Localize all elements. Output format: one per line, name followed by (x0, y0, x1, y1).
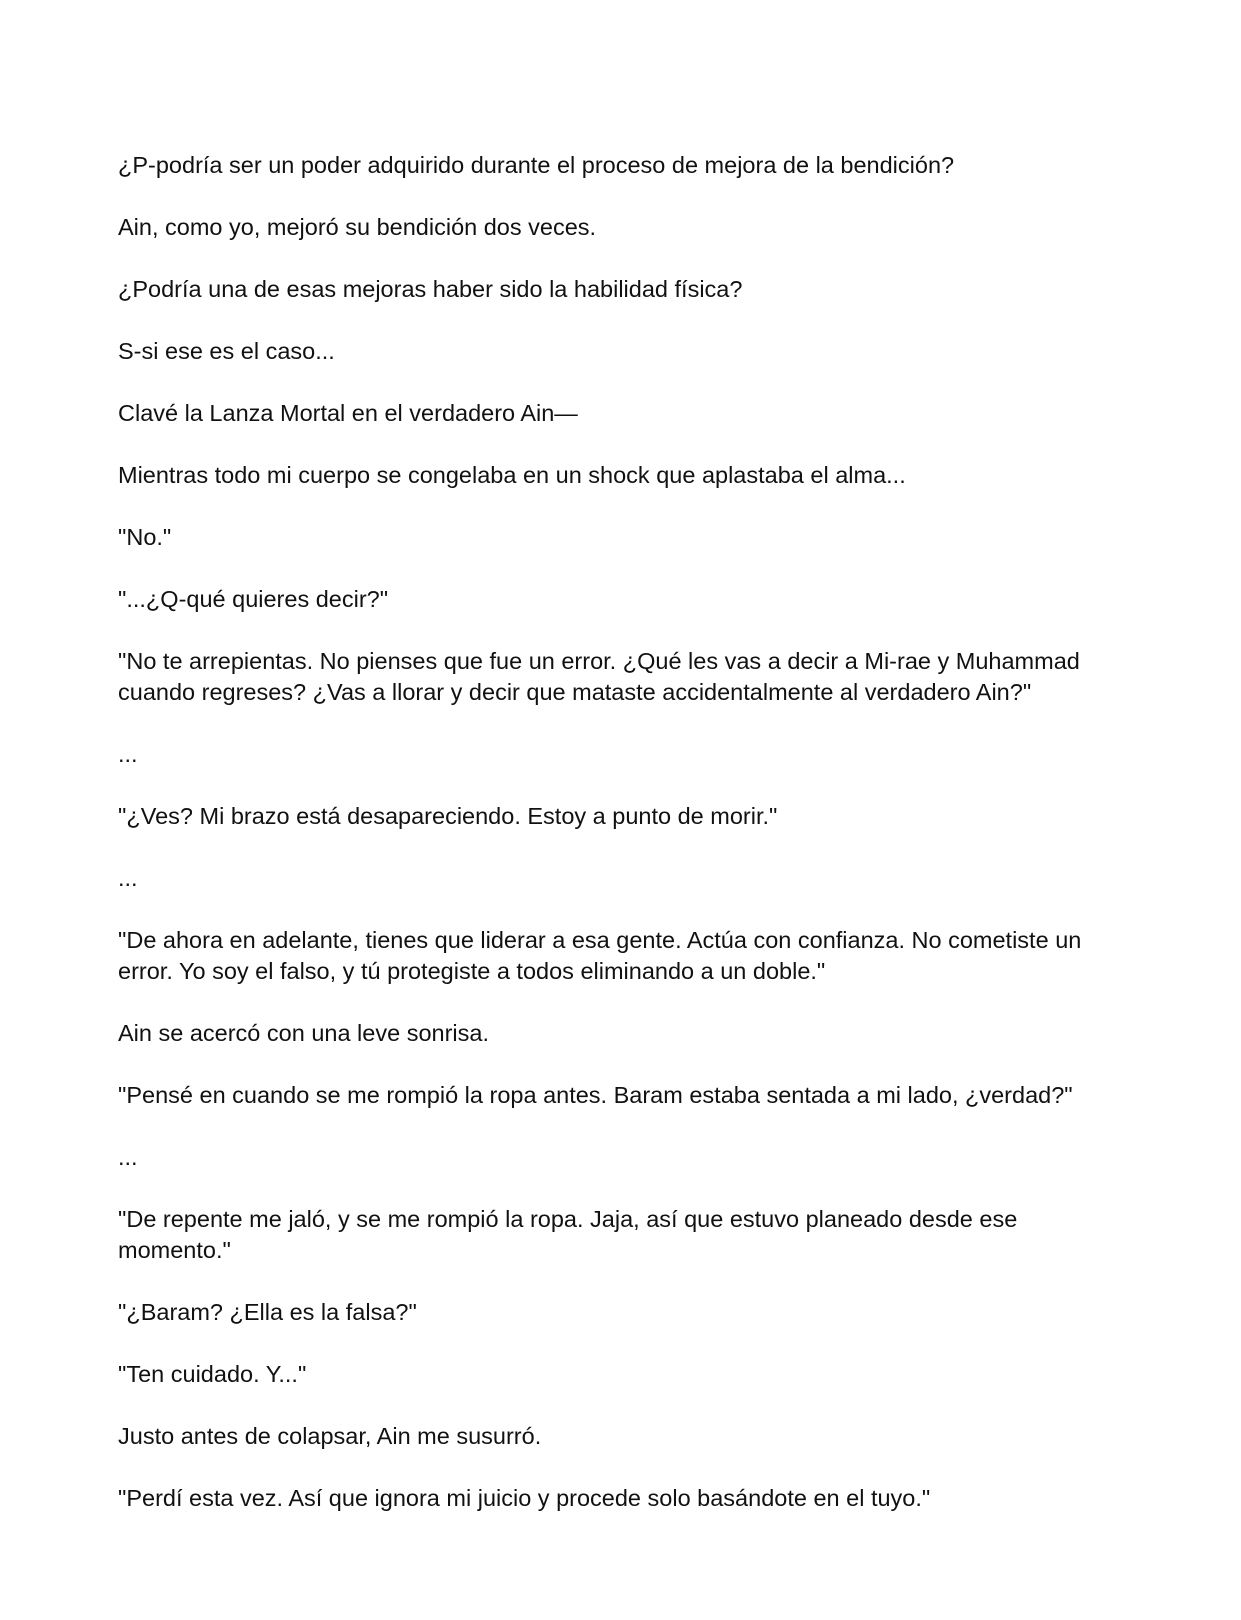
paragraph: "Pensé en cuando se me rompió la ropa antes. Baram estaba sentada a mi lado, ¿verdad?" (118, 1082, 1073, 1108)
paragraph: Ain, como yo, mejoró su bendición dos veces. (118, 214, 597, 240)
paragraph: ... (118, 741, 138, 767)
paragraph: "Perdí esta vez. Así que ignora mi juicio y procede solo basándote en el tuyo." (118, 1485, 931, 1511)
paragraph: ¿Podría una de esas mejoras haber sido la habilidad física? (118, 276, 743, 302)
paragraph: ... (118, 1144, 138, 1170)
paragraph: Mientras todo mi cuerpo se congelaba en un shock que aplastaba el alma... (118, 462, 906, 488)
paragraph: Ain se acercó con una leve sonrisa. (118, 1020, 489, 1046)
paragraph: "De ahora en adelante, tienes que liderar a esa gente. Actúa con confianza. No cometiste un error. Yo soy el falso, y tú protegiste a todos eliminando a un doble." (118, 927, 1082, 984)
paragraph: "No te arrepientas. No pienses que fue un error. ¿Qué les vas a decir a Mi-rae y Muhammad cuando regreses? ¿Vas a llorar y decir que mataste accidentalmente al verdadero Ain?" (118, 648, 1080, 705)
document-body (118, 150, 1128, 1545)
paragraph: S-si ese es el caso... (118, 338, 335, 364)
paragraph: "No." (118, 524, 172, 550)
paragraph: Justo antes de colapsar, Ain me susurró. (118, 1423, 542, 1449)
paragraph: ... (118, 865, 138, 891)
paragraph: "¿Baram? ¿Ella es la falsa?" (118, 1299, 417, 1325)
paragraph: "De repente me jaló, y se me rompió la ropa. Jaja, así que estuvo planeado desde ese momento." (118, 1206, 1018, 1263)
paragraph: "Ten cuidado. Y..." (118, 1361, 307, 1387)
paragraph: "...¿Q-qué quieres decir?" (118, 586, 389, 612)
paragraph: "¿Ves? Mi brazo está desapareciendo. Estoy a punto de morir." (118, 803, 778, 829)
paragraph: Clavé la Lanza Mortal en el verdadero Ain— (118, 400, 578, 426)
paragraph: ¿P-podría ser un poder adquirido durante el proceso de mejora de la bendición? (118, 152, 955, 178)
